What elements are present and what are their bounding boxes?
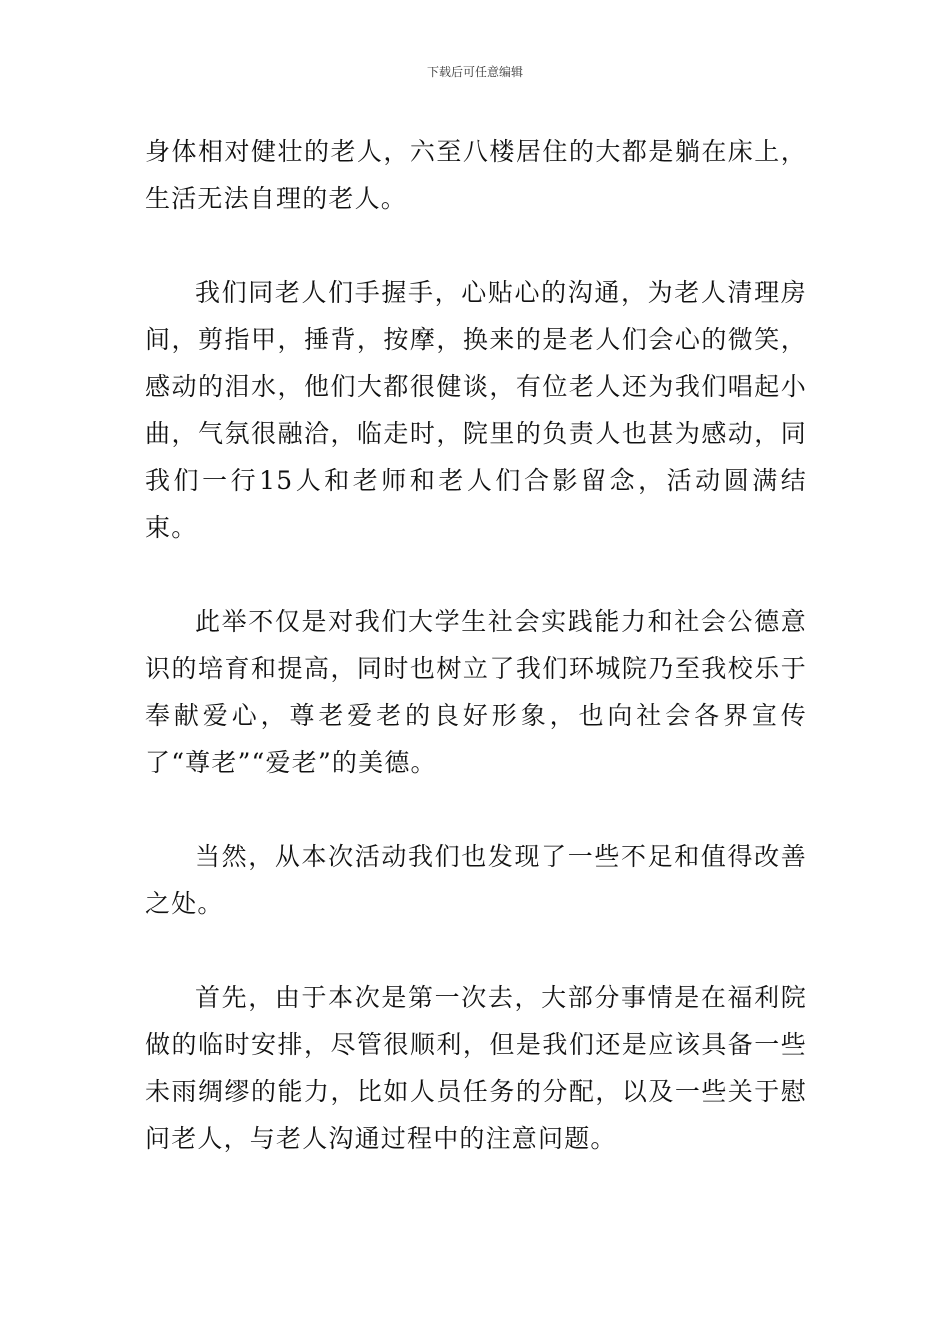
paragraph-activity: 我们同老人们手握手，心贴心的沟通，为老人清理房间，剪指甲，捶背，按摩，换来的是老人们会心的微笑，感动的泪水，他们大都很健谈，有位老人还为我们唱起小曲，气氛很融洽，临走时，院里的负责人也甚为感动，同我们一行15人和老师和老人们合影留念，活动圆满结束。	[145, 278, 807, 542]
page-header-note: 下载后可任意编辑	[426, 65, 523, 79]
document-body	[145, 128, 807, 1162]
paragraph-continuation: 身体相对健壮的老人，六至八楼居住的大都是躺在床上，生活无法自理的老人。	[145, 137, 807, 213]
paragraph-first-point: 首先，由于本次是第一次去，大部分事情是在福利院做的临时安排，尽管很顺利，但是我们还是应该具备一些未雨绸缪的能力，比如人员任务的分配，以及一些关于慰问老人，与老人沟通过程中的注意问题。	[145, 983, 807, 1153]
paragraph-significance: 此举不仅是对我们大学生社会实践能力和社会公德意识的培育和提高，同时也树立了我们环城院乃至我校乐于奉献爱心，尊老爱老的良好形象，也向社会各界宣传了“尊老”“爱老”的美德。	[145, 607, 807, 777]
paragraph-shortcomings: 当然，从本次活动我们也发现了一些不足和值得改善之处。	[145, 842, 807, 918]
